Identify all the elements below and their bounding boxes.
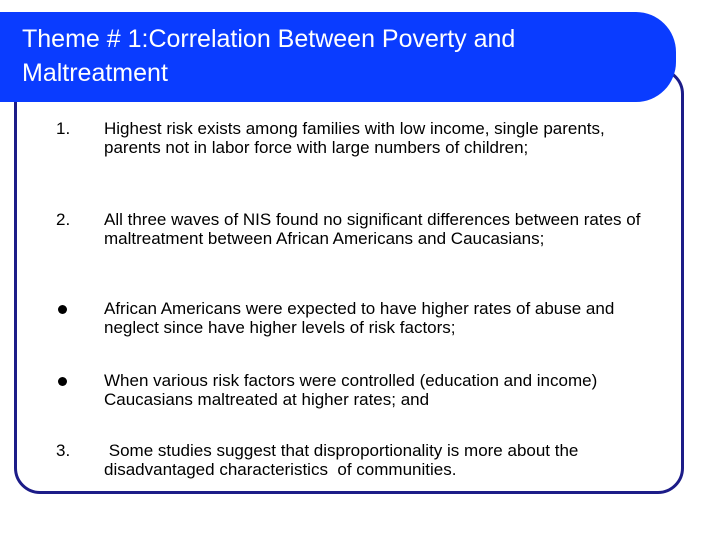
list-item-text: Highest risk exists among families with low income, single parents, parents not in labor force with large numbers of children; (104, 119, 605, 157)
title-underline (0, 94, 636, 99)
bullet-icon (58, 377, 67, 386)
list-item-text: African Americans were expected to have higher rates of abuse and neglect since have higher levels of risk factors; (104, 299, 615, 337)
number-marker: 1. (56, 119, 71, 138)
list-item-text: When various risk factors were controlled (education and income) Caucasians maltreated at higher rates; and (104, 371, 598, 409)
number-marker: 3. (56, 441, 71, 460)
bullet-icon (58, 305, 67, 314)
list-item-text: Some studies suggest that disproportionality is more about the disadvantaged characteristics of communities. (104, 441, 584, 479)
list-item-text: All three waves of NIS found no significant differences between rates of maltreatment between African Americans and Caucasians; (104, 210, 641, 248)
number-marker: 2. (56, 210, 71, 229)
slide-title: Theme # 1:Correlation Between Poverty and Maltreatment (22, 25, 516, 87)
